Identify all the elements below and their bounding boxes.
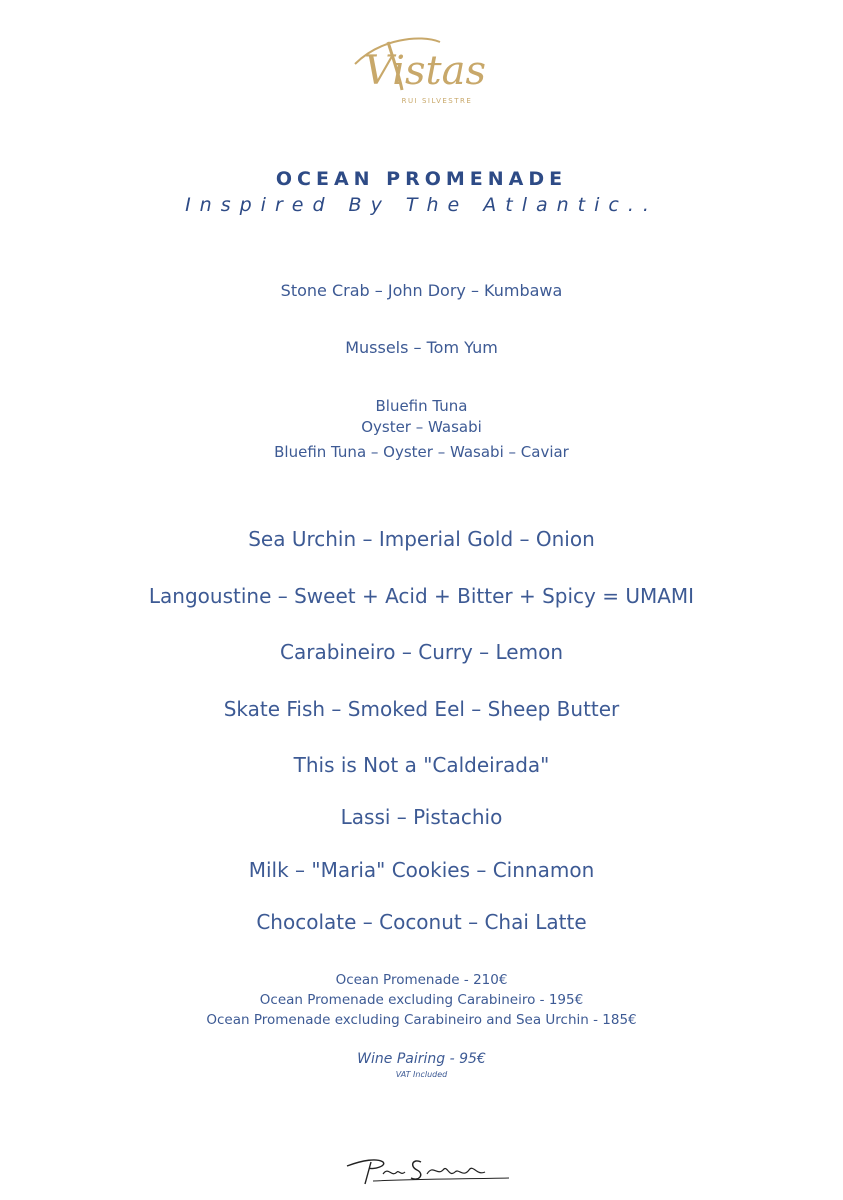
course-item: Milk – "Maria" Cookies – Cinnamon: [248, 858, 595, 882]
price-line: Ocean Promenade - 210€: [335, 972, 508, 988]
logo-script-text: Vistas: [364, 48, 486, 94]
price-line: Ocean Promenade excluding Carabineiro - 195€: [259, 992, 584, 1008]
snack-item: Bluefin Tuna: [375, 397, 468, 415]
course-item: This is Not a "Caldeirada": [293, 753, 550, 777]
menu-subtitle: Inspired By The Atlantic..: [185, 194, 658, 216]
course-item: Lassi – Pistachio: [340, 805, 503, 829]
price-line: Ocean Promenade excluding Carabineiro and Sea Urchin - 185€: [206, 1012, 637, 1028]
snack-item: Stone Crab – John Dory – Kumbawa: [280, 281, 563, 300]
course-item: Langoustine – Sweet + Acid + Bitter + Spicy = UMAMI: [148, 584, 695, 608]
course-item: Chocolate – Coconut – Chai Latte: [256, 910, 587, 934]
vistas-logo-graphic: [340, 24, 510, 114]
course-item: Sea Urchin – Imperial Gold – Onion: [248, 527, 595, 551]
snack-item: Mussels – Tom Yum: [345, 338, 498, 357]
course-item: Skate Fish – Smoked Eel – Sheep Butter: [223, 697, 620, 721]
vat-note: VAT Included: [395, 1070, 448, 1079]
snack-item: Bluefin Tuna – Oyster – Wasabi – Caviar: [274, 443, 569, 461]
signature-graphic: [343, 1148, 513, 1190]
wine-pairing: Wine Pairing - 95€: [357, 1051, 486, 1067]
chef-signature: [343, 1148, 513, 1190]
logo-subtext: RUI SILVESTRE: [401, 97, 473, 105]
menu-title: OCEAN PROMENADE: [275, 168, 568, 190]
snack-item: Oyster – Wasabi: [361, 418, 482, 436]
course-item: Carabineiro – Curry – Lemon: [280, 640, 563, 664]
vistas-logo: [340, 24, 510, 114]
